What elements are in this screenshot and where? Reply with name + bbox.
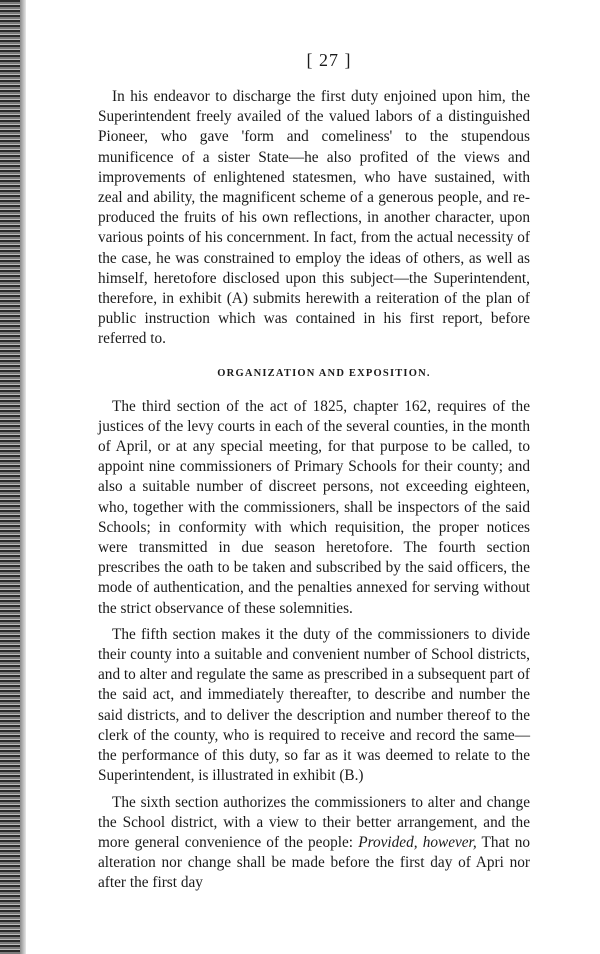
paragraph-superintendent-duty: In his endeavor to discharge the first duty enjoined upon him, the Superintendent freely availed of the valued labors of a distinguished Pioneer, who gave 'form and comeliness' to the stupendous munificence of a sister State—he also profited of the views and improvements of enlightened statesmen, who have sustained, with zeal and ability, the magnificent scheme of a generous people, and re-produced the fruits of his own reflections, in another character, upon various points of his concernment. In fact, from the actual necessity of the case, he was constrained to employ the ideas of others, as well as himself, heretofore disclosed upon this subject—the Superintendent, therefore, in exhibit (A) submits herewith a reiteration of the plan of public instruction which was contained in his first report, before referred to. [98, 88, 530, 348]
paragraph-sixth-section-start: The sixth section authorizes the commissioners to alter and change the School district, with a view to their better arrangement, and the more general convenience of the people: [98, 793, 530, 851]
book-binding-edge [0, 0, 20, 954]
document-page [98, 50, 530, 894]
paragraph-third-section: The third section of the act of 1825, chapter 162, requires of the justices of the levy courts in each of the several counties, in the month of April, or at any special meeting, for that purpose to be called, to appoint nine commissioners of Primary Schools for their county; and also a suitable number of discreet persons, not exceeding eighteen, who, together with the commissioners, shall be inspectors of the said Schools; in conformity with which requisition, the proper notices were transmitted in due season heretofore. The fourth section prescribes the oath to be taken and subscribed by the said officers, the mode of authentication, and the penalties annexed for serving without the strict observance of these solemnities. [98, 397, 530, 617]
proviso-italic: Provided, however, [358, 833, 477, 851]
page-gutter-shadow [20, 0, 26, 954]
paragraph-fifth-section: The fifth section makes it the duty of the commissioners to divide their county into a suitable and convenient number of School districts, and to alter and regulate the same as prescribed in a subsequent part of the said act, and immediately thereafter, to describe and number the said districts, and to deliver the description and number thereof to the clerk of the county, who is required to receive and record the same—the performance of this duty, so far as it was deemed to relate to the Superintendent, is illustrated in exhibit (B.) [98, 625, 530, 785]
section-heading: ORGANIZATION AND EXPOSITION. [217, 367, 431, 379]
paragraph-sixth-section [98, 793, 530, 894]
page-number: [ 27 ] [306, 50, 352, 70]
paragraph-sixth-section-end: That no alteration nor change shall be made before the first day of Apri nor after the first day [98, 833, 530, 892]
